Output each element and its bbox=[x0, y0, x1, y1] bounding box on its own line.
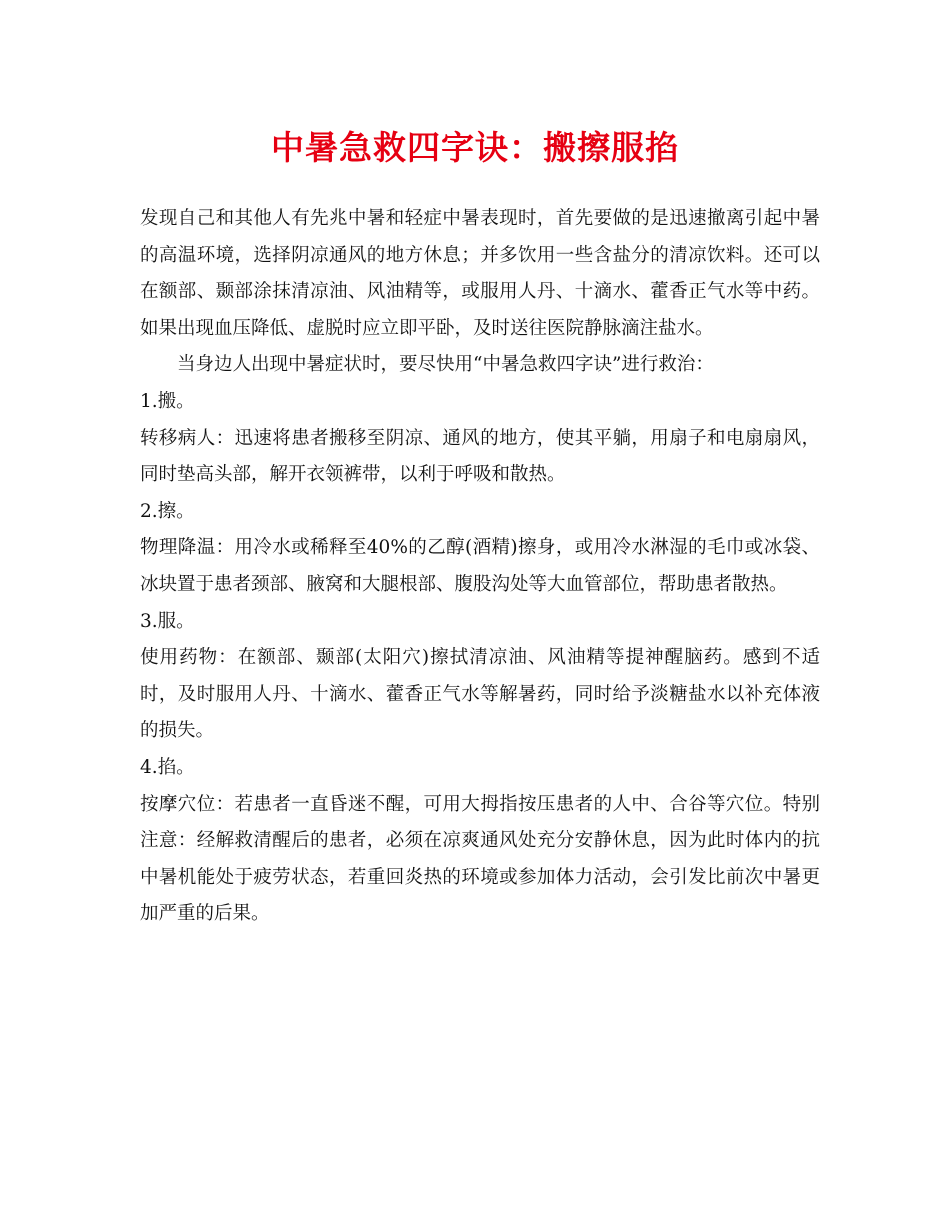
step-heading-2: 2.擦。 bbox=[140, 500, 195, 522]
lead-in-paragraph: 当身边人出现中暑症状时，要尽快用“中暑急救四字诀”进行救治： bbox=[177, 354, 714, 376]
document-body bbox=[140, 201, 820, 933]
intro-paragraph: 发现自己和其他人有先兆中暑和轻症中暑表现时，首先要做的是迅速撤离引起中暑的高温环境，选择阴凉通风的地方休息；并多饮用一些含盐分的清凉饮料。还可以在额部、颞部涂抹清凉油、风油精等，或服用人丹、十滴水、藿香正气水等中药。如果出现血压降低、虚脱时应立即平卧，及时送往医院静脉滴注盐水。 bbox=[140, 208, 820, 339]
page-title: 中暑急救四字诀：搬擦服掐 bbox=[271, 128, 679, 167]
step-text-2: 物理降温：用冷水或稀释至40%的乙醇(酒精)擦身，或用冷水淋湿的毛巾或冰袋、冰块置于患者颈部、腋窝和大腿根部、腹股沟处等大血管部位，帮助患者散热。 bbox=[140, 537, 820, 595]
step-heading-3: 3.服。 bbox=[140, 610, 195, 632]
step-text-3: 使用药物：在额部、颞部(太阳穴)擦拭清凉油、风油精等提神醒脑药。感到不适时，及时服用人丹、十滴水、藿香正气水等解暑药，同时给予淡糖盐水以补充体液的损失。 bbox=[140, 647, 820, 742]
step-heading-1: 1.搬。 bbox=[140, 390, 195, 412]
step-text-1: 转移病人：迅速将患者搬移至阴凉、通风的地方，使其平躺，用扇子和电扇扇风，同时垫高头部，解开衣领裤带，以利于呼吸和散热。 bbox=[140, 427, 820, 486]
step-text-4: 按摩穴位：若患者一直昏迷不醒，可用大拇指按压患者的人中、合谷等穴位。特别注意：经解救清醒后的患者，必须在凉爽通风处充分安静休息，因为此时体内的抗中暑机能处于疲劳状态，若重回炎热的环境或参加体力活动，会引发比前次中暑更加严重的后果。 bbox=[140, 793, 820, 925]
step-heading-4: 4.掐。 bbox=[140, 756, 195, 778]
